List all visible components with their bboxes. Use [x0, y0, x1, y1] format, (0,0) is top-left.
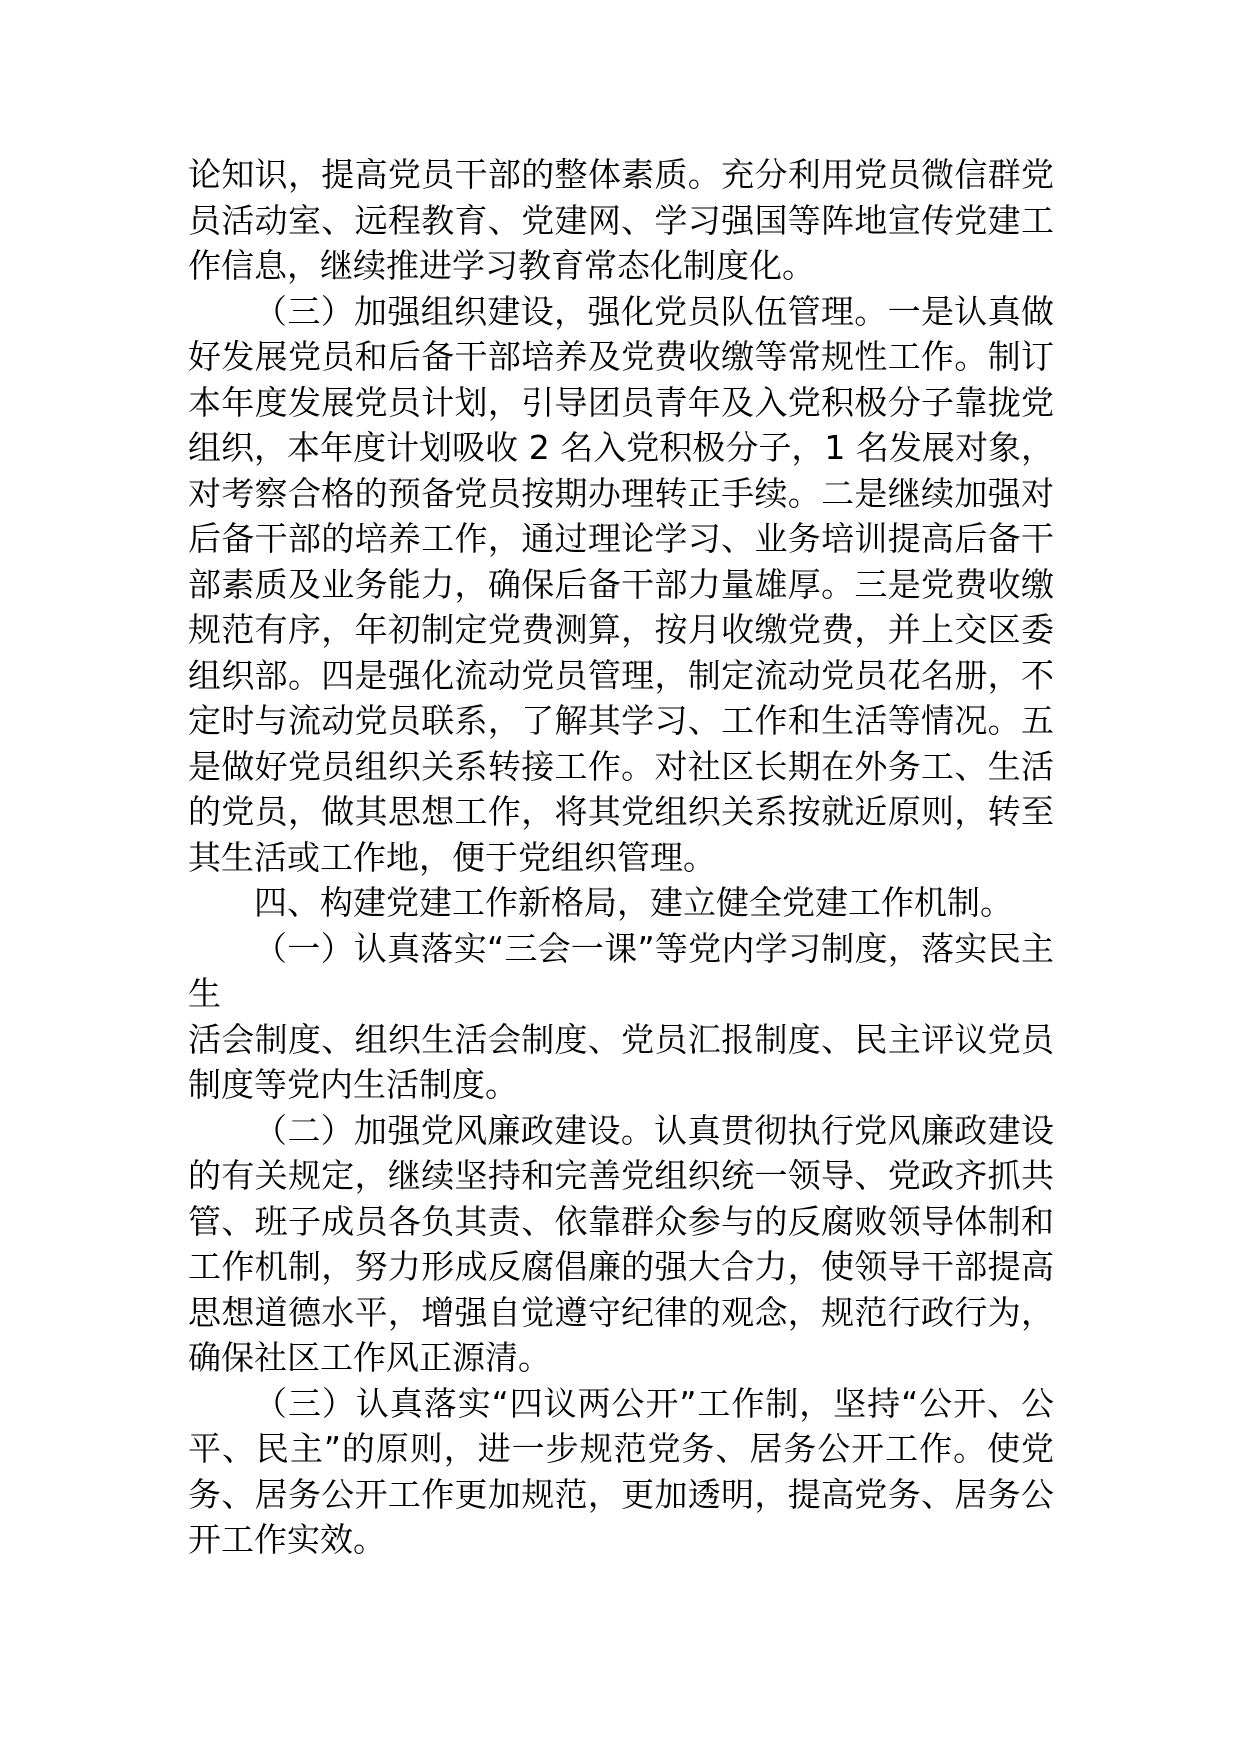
section-heading-four: 四、构建党建工作新格局，建立健全党建工作机制。 [254, 883, 1013, 922]
document-page [188, 152, 1054, 1563]
paragraph-continuation: 论知识，提高党员干部的整体素质。充分利用党员微信群党员活动室、远程教育、党建网、学习强国等阵地宣传党建工作信息，继续推进学习教育常态化制度化。 [188, 155, 1054, 285]
paragraph-four-discussions: （三）认真落实“四议两公开”工作制，坚持“公开、公平、民主”的原则，进一步规范党务、居务公开工作。使党务、居务公开工作更加规范，更加透明，提高党务、居务公开工作实效。 [188, 1383, 1054, 1559]
paragraph-study-system-cont: 活会制度、组织生活会制度、党员汇报制度、民主评议党员制度等党内生活制度。 [188, 1019, 1054, 1104]
paragraph-study-system: （一）认真落实“三会一课”等党内学习制度，落实民主生 [188, 928, 1054, 1013]
paragraph-organization-building: （三）加强组织建设，强化党员队伍管理。一是认真做好发展党员和后备干部培养及党费收缴等常规性工作。制订本年度发展党员计划，引导团员青年及入党积极分子靠拢党组织，本年度计划吸收 2 名入党积极分子，1 名发展对象，对考察合格的预备党员按期办理转正手续。二是继续加强对后备干部的培养工作，通过理论学习、业务培训提高后备干部素质及业务能力，确保后备干部力量雄厚。三是党费收缴规范有序，年初制定党费测算，按月收缴党费，并上交区委组织部。四是强化流动党员管理，制定流动党员花名册，不定时与流动党员联系，了解其学习、工作和生活等情况。五是做好党员组织关系转接工作。对社区长期在外务工、生活的党员，做其思想工作，将其党组织关系按就近原则，转至其生活或工作地，便于党组织管理。 [188, 291, 1054, 877]
paragraph-clean-governance: （二）加强党风廉政建设。认真贯彻执行党风廉政建设的有关规定，继续坚持和完善党组织统一领导、党政齐抓共管、班子成员各负其责、依靠群众参与的反腐败领导体制和工作机制，努力形成反腐倡廉的强大合力，使领导干部提高思想道德水平，增强自觉遵守纪律的观念，规范行政行为，确保社区工作风正源清。 [188, 1110, 1054, 1377]
